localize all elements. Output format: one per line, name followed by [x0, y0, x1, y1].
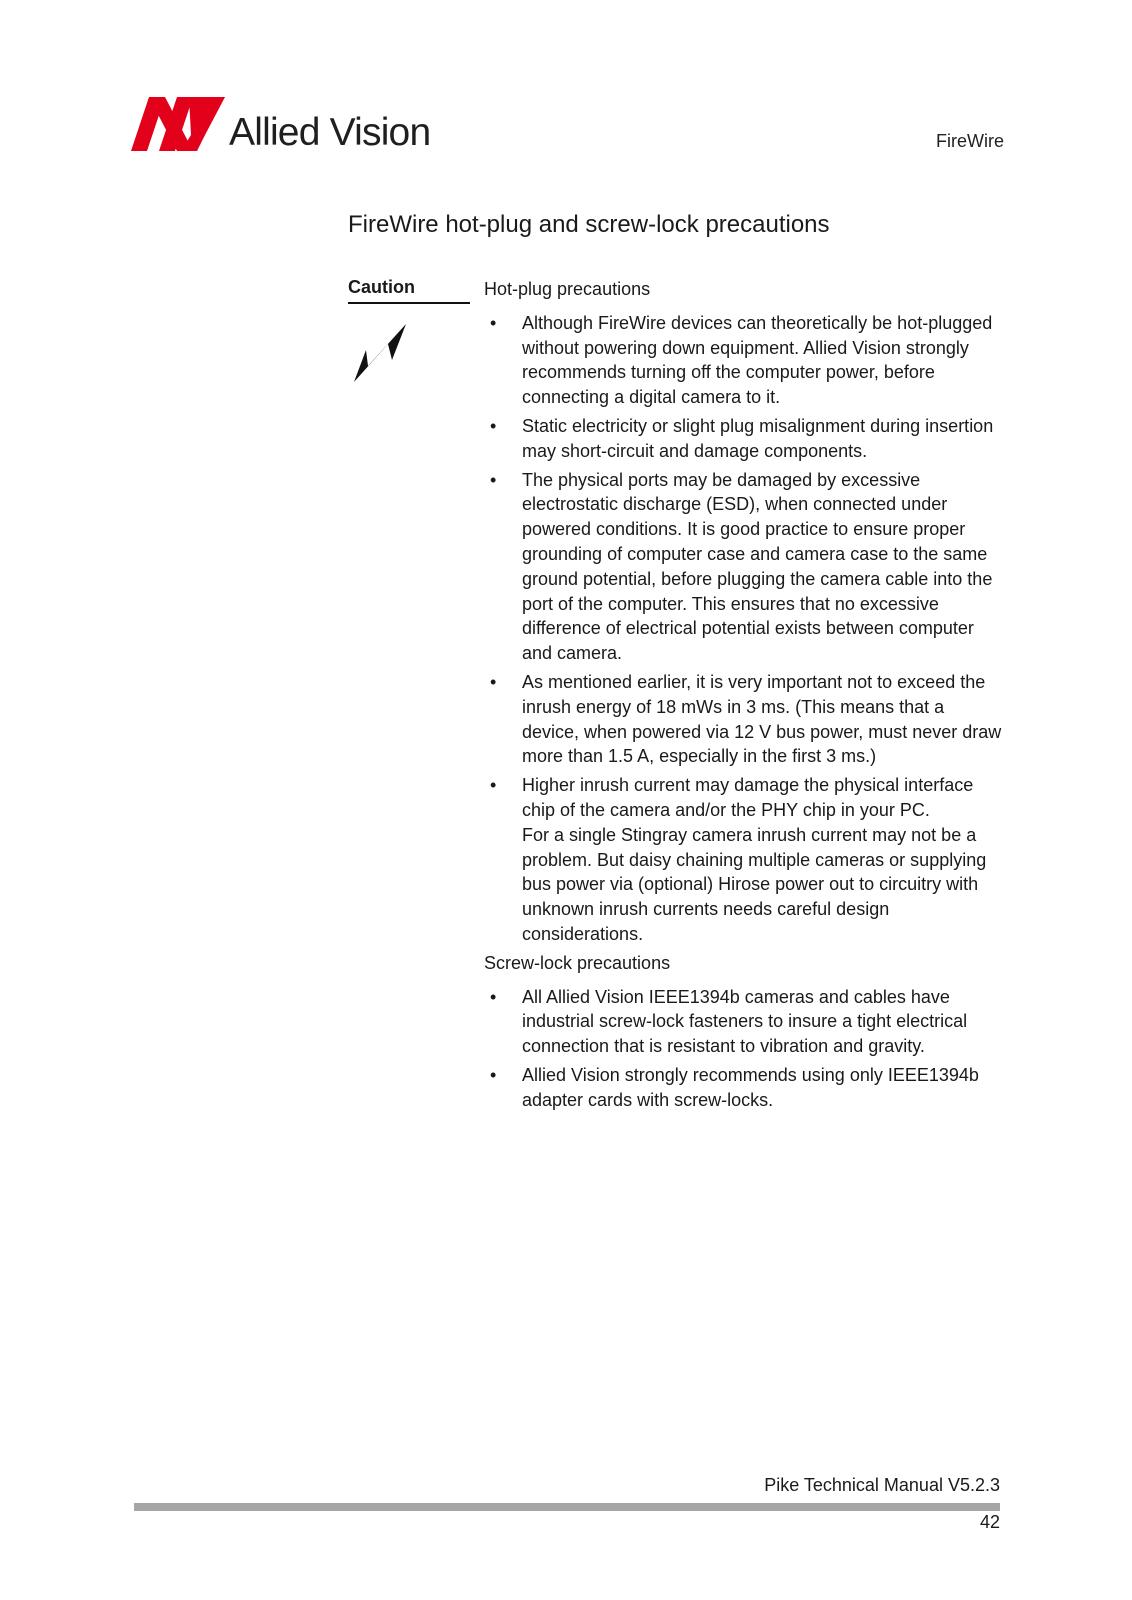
footer-divider — [134, 1503, 1000, 1511]
brand-name: Allied Vision — [229, 111, 431, 154]
caution-column — [348, 277, 470, 384]
list-item: • Although FireWire devices can theoretically be hot-plugged without powering down equipment. Allied Vision strongly recommends turning off the computer power, before connecting a digital camera to it. — [484, 311, 1004, 410]
hot-plug-list — [484, 311, 1004, 947]
allied-vision-logo-icon — [131, 95, 225, 153]
hot-plug-heading: Hot-plug precautions — [484, 279, 651, 299]
list-item: • All Allied Vision IEEE1394b cameras and cables have industrial screw-lock fasteners to insure a tight electrical connection that is resistant to vibration and gravity. — [484, 985, 1004, 1059]
page-title: FireWire hot-plug and screw-lock precautions — [348, 211, 830, 238]
caution-label: Caution — [348, 277, 470, 304]
list-item: • Allied Vision strongly recommends using only IEEE1394b adapter cards with screw-locks. — [484, 1063, 1004, 1113]
caution-content — [484, 277, 1004, 1117]
lightning-warning-icon — [352, 322, 414, 384]
header-section-label: FireWire — [936, 131, 1004, 151]
list-item: • Static electricity or slight plug misalignment during insertion may short-circuit and damage components. — [484, 414, 1004, 464]
footer-doc-title: Pike Technical Manual V5.2.3 — [764, 1475, 1000, 1495]
list-item — [484, 773, 1004, 947]
list-item-text: For a single Stingray camera inrush current may not be a problem. But daisy chaining multiple cameras or supplying bus power via (optional) Hirose power out to circuitry with unknown inrush currents needs careful design considerations. — [522, 824, 987, 944]
screw-lock-list — [484, 985, 1004, 1113]
list-item: • As mentioned earlier, it is very important not to exceed the inrush energy of 18 mWs in 3 ms. (This means that a device, when powered via 12 V bus power, must never draw more than 1.5 A, especially in the first 3 ms.) — [484, 670, 1004, 769]
brand-logo — [131, 93, 430, 153]
page-number: 42 — [979, 1512, 1000, 1532]
screw-lock-heading: Screw-lock precautions — [484, 952, 671, 973]
list-item: • The physical ports may be damaged by excessive electrostatic discharge (ESD), when connected under powered conditions. It is good practice to ensure proper grounding of computer case and camera case to the same ground potential, before plugging the camera cable into the port of the computer. This ensures that no excessive difference of electrical potential exists between computer and camera. — [484, 468, 1004, 666]
list-item-text: Higher inrush current may damage the physical interface chip of the camera and/or the PHY chip in your PC. — [522, 775, 974, 820]
